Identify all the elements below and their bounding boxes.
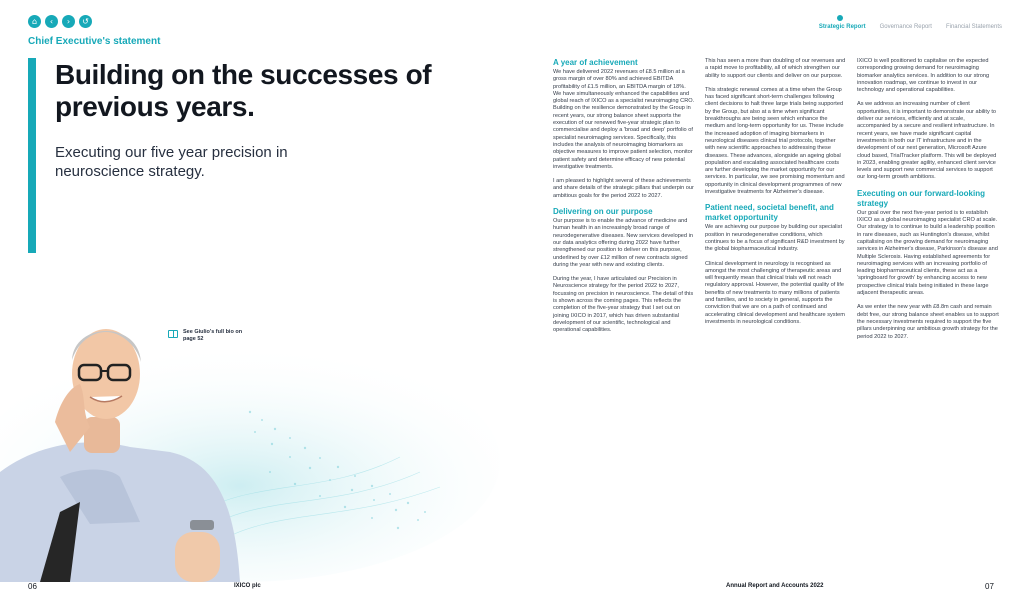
tab-governance-report[interactable]: Governance Report <box>879 24 932 30</box>
footer-report-title: Annual Report and Accounts 2022 <box>726 583 824 589</box>
paragraph: Our goal over the next five-year period is to establish IXICO as a global neuroimaging specialist CRO at scale. Our strategy is to continue to build a leadership position in rare diseases, such as Huntington's disease, whilst capitalising on the growing demand for neuroimaging services in Alzheimer's disease, Parkinson's disease and Multiple Sclerosis. Having established agreements for neuroimaging services with an increasing portfolio of leading biopharmaceutical clients, these act as a 'springboard for growth' by enhancing access to new prospective clinical trials being initiated in these large adjacent therapeutic areas. <box>857 209 998 297</box>
text-column-1 <box>553 58 695 342</box>
page-number-right: 07 <box>985 582 994 591</box>
text-column-2 <box>705 58 847 333</box>
paragraph: As we address an increasing number of client opportunities, it is important to demonstrate our ability to deliver our services, efficiently and at scale, accompanied by a secure and resilient infrastructure. In recent years, we have made significant capital investments in both our IT infrastructure and in the development of our next generation, Microsoft Azure cloud based, TrialTracker platform. This will be deployed in 2023, enabling greater agility, enhanced client service levels and support new commercial services to support our long-term growth ambitions. <box>857 101 997 181</box>
paragraph: We have delivered 2022 revenues of £8.5 million at a gross margin of over 80% and achieved EBITDA profitability of £1.5 million, an EBITDA margin of 18%. We have simultaneously enhanced the capabilities and global reach of IXICO as a specialist neuroimaging CRO. Building on the resilience demonstrated by the Group in recent years, our strong balance sheet supports the execution of our renewed five-year strategic plan to commercialise and deploy a 'broad and deep' portfolio of specialist neuroimaging services. Specifically, this includes the analysis of neuroimaging biomarkers as objective measures to improve patient selection, monitor patient safety and determine efficacy of new potential investigative treatments. <box>553 69 695 170</box>
text-column-3 <box>857 58 999 348</box>
tab-financial-statements[interactable]: Financial Statements <box>945 24 1002 30</box>
section-label: Chief Executive's statement <box>28 36 161 47</box>
page-title: Building on the successes of previous years. <box>55 59 432 122</box>
bio-link-text: See Giulio's full bio on page 52 <box>183 329 243 342</box>
page-subtitle: Executing our five year precision in neuroscience strategy. <box>55 144 288 180</box>
refresh-icon[interactable]: ↺ <box>79 15 92 28</box>
back-icon[interactable]: ‹ <box>45 15 58 28</box>
paragraph: This has seen a more than doubling of our revenues and a rapid move to profitability, all of which strengthen our ability to support our clients and deliver on our purpose. <box>705 58 846 79</box>
paragraph: I am pleased to highlight several of these achievements and share details of the strategic pillars that underpin our ambitious goals for the period 2022 to 2027. <box>553 178 694 199</box>
report-tabs <box>819 24 1002 30</box>
section-heading: Patient need, societal benefit, and market opportunity <box>705 203 834 223</box>
forward-icon[interactable]: › <box>62 15 75 28</box>
section-heading: A year of achievement <box>553 58 638 67</box>
bio-link[interactable] <box>168 329 243 343</box>
paragraph: IXICO is well positioned to capitalise on the expected corresponding growing demand for neuroimaging biomarker analytics services. In addition to our strong innovation roadmap, we continue to invest in our technology and operational capabilities. <box>857 58 990 94</box>
paragraph: This strategic renewal comes at a time when the Group has faced significant short-term challenges following client decisions to halt three large trials being supported by the Group, but also at a time when significant breakthroughs are being seen which enhance the medium and long-term opportunity for us. These include the increased adoption of imaging biomarkers in neurological diseases clinical trial protocols, together with new scientific approaches to addressing these diseases. These advances, alongside an ageing global population and escalating associated healthcare costs are further developing the market opportunity for our services. In particular, we see promising momentum and opportunity in clinical development programmes of new investigative treatments for Alzheimer's disease. <box>705 86 845 196</box>
accent-bar <box>28 58 36 253</box>
paragraph: Clinical development in neurology is recognised as amongst the most challenging of therapeutic areas and will frequently mean that clinical trials will not reach regulatory approval. However, the potential quality of life benefits of new treatments to many millions of patients and families, and to society in general, supports the conviction that we are on a path of continued and accelerating clinical development and healthcare system investments in neurological conditions. <box>705 260 845 325</box>
footer-company: IXICO plc <box>234 583 261 589</box>
page-number-left: 06 <box>28 582 37 591</box>
nav-icons <box>28 15 92 28</box>
book-icon <box>168 330 178 338</box>
ceo-portrait <box>0 262 500 582</box>
home-icon[interactable]: ⌂ <box>28 15 41 28</box>
section-heading: Executing on our forward-looking strategy <box>857 188 985 208</box>
paragraph: As we enter the new year with £8.8m cash and remain debt free, our strong balance sheet enables us to support the necessary investments required to support the five pillars underpinning our ambitious growth strategy for the period 2022 to 2027. <box>857 304 999 340</box>
tab-strategic-report[interactable] <box>819 24 866 30</box>
section-heading: Delivering on our purpose <box>553 207 653 217</box>
paragraph: During the year, I have articulated our Precision in Neuroscience strategy for the period 2022 to 2027, focussing on precision in neuroscience. The detail of this is shown across the coming pages. This reflects the completion of the five-year strategy that I set out on joining IXICO in 2017, which has driven substantial development of our scientific, technological and operational capabilities. <box>553 276 694 334</box>
active-tab-dot <box>837 15 843 21</box>
tab-strategic-report-label: Strategic Report <box>818 24 866 30</box>
paragraph: Our purpose is to enable the advance of medicine and human health in an increasingly broad range of neurodegenerative diseases. New services developed in our data analytics offering during 2022 have further strengthened our position to deliver on this purpose, underlined by over £12 million of new contracts signed during the year with new and existing clients. <box>553 218 693 268</box>
paragraph: We are achieving our purpose by building our specialist position in neurodegenerative conditions, which continues to be a focus of significant R&D investment by the global biopharmaceutical industry. <box>705 224 845 253</box>
